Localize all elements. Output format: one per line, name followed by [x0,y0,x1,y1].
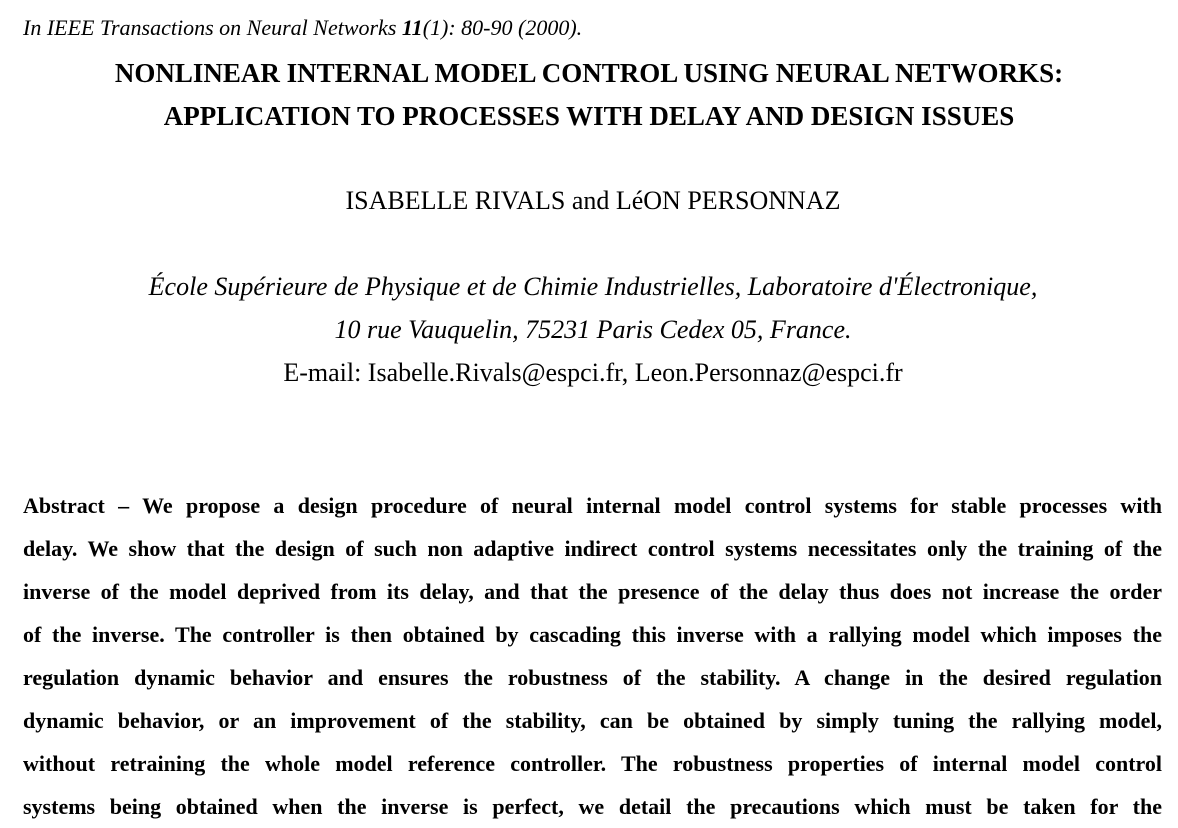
citation-volume: 11 [401,15,423,40]
abstract-line: delay. We show that the design of such non adaptive indirect control systems necessitates only the training of the [23,536,1162,561]
journal-citation [23,15,582,41]
affiliation-line-1: École Supérieure de Physique et de Chimie Industrielles, Laboratoire d'Électronique, [148,272,1038,301]
author-emails: E-mail: Isabelle.Rivals@espci.fr, Leon.Personnaz@espci.fr [283,358,903,387]
abstract-line: dynamic behavior, or an improvement of the stability, can be obtained by simply tuning the rallying model, [23,708,1162,733]
citation-suffix: (1): 80-90 (2000). [422,15,583,40]
author-list: ISABELLE RIVALS and LéON PERSONNAZ [345,186,841,215]
abstract-line: of the inverse. The controller is then obtained by cascading this inverse with a rallying model which imposes the [23,622,1162,647]
abstract-line: systems being obtained when the inverse is perfect, we detail the precautions which must be taken for the [23,794,1162,819]
affiliation-line-2: 10 rue Vauquelin, 75231 Paris Cedex 05, France. [334,315,852,344]
abstract-line: Abstract – We propose a design procedure of neural internal model control systems for stable processes with [23,493,1162,518]
paper-title-line-1: NONLINEAR INTERNAL MODEL CONTROL USING NEURAL NETWORKS: [114,58,1064,88]
paper-title-line-2: APPLICATION TO PROCESSES WITH DELAY AND DESIGN ISSUES [163,101,1015,131]
citation-prefix: In IEEE Transactions on Neural Networks [23,15,402,40]
abstract [23,484,1162,828]
abstract-line: inverse of the model deprived from its delay, and that the presence of the delay thus does not increase the order [23,579,1162,604]
abstract-line: regulation dynamic behavior and ensures the robustness of the stability. A change in the desired regulation [23,665,1162,690]
abstract-line: without retraining the whole model reference controller. The robustness properties of internal model control [23,751,1162,776]
